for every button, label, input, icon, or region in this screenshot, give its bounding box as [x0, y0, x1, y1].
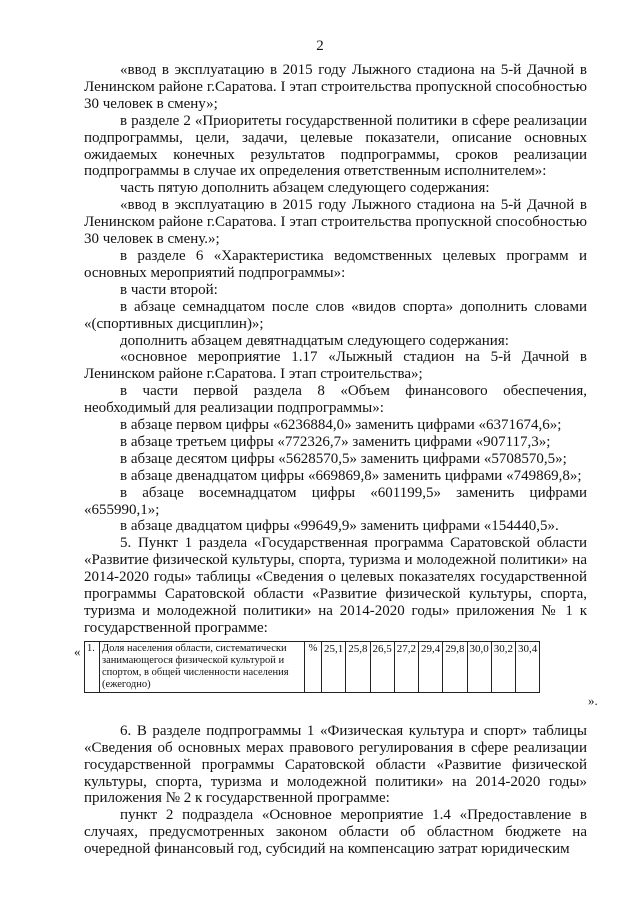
- paragraph: в разделе 6 «Характеристика ведомственных целевых программ и основных мероприятий подпрограммы»:: [84, 247, 587, 281]
- paragraph: в части первой раздела 8 «Объем финансового обеспечения, необходимый для реализации подпрограммы»:: [84, 383, 587, 417]
- paragraph: в части второй:: [120, 281, 218, 298]
- paragraph: «ввод в эксплуатацию в 2015 году Лыжного стадиона на 5-й Дачной в Ленинском районе г.Саратова. I этап строительства пропускной способностью 30 человек в смену»;: [84, 62, 587, 112]
- value-cell: 30,0: [467, 641, 491, 692]
- paragraph: в абзаце десятом цифры «5628570,5» заменить цифрами «5708570,5»;: [120, 450, 567, 467]
- indicator-table-block: [74, 641, 598, 723]
- value-cell: 29,8: [443, 641, 467, 692]
- indicator-table: [84, 641, 540, 693]
- row-unit: %: [305, 641, 322, 692]
- table-row: [85, 641, 540, 692]
- paragraph: 5. Пункт 1 раздела «Государственная программа Саратовской области «Развитие физической культуры, спорта, туризма и молодежной политики» на 2014-2020 годы» таблицы «Сведения о целевых показателях государственной программы Саратовской области «Развитие физической культуры, спорта, туризма и молодежной политики» на 2014-2020 годы» приложения № 1 к государственной программе:: [84, 535, 587, 636]
- paragraph: в абзаце двенадцатом цифры «669869,8» заменить цифрами «749869,8»;: [120, 467, 582, 484]
- paragraph: «основное мероприятие 1.17 «Лыжный стадион на 5-й Дачной в Ленинском районе г.Саратова. I этап строительства»;: [84, 349, 587, 383]
- paragraph: в абзаце двадцатом цифры «99649,9» заменить цифрами «154440,5».: [120, 518, 559, 535]
- page-number: 2: [316, 38, 324, 54]
- value-cell: 25,1: [322, 641, 346, 692]
- paragraph: в абзаце восемнадцатом цифры «601199,5» заменить цифрами «655990,1»;: [84, 484, 587, 518]
- table-close-quote: ».: [588, 692, 598, 708]
- paragraph: 6. В разделе подпрограммы 1 «Физическая культура и спорт» таблицы «Сведения об основных мерах правового регулирования в сфере реализации государственной программы Саратовской области «Развитие физической культуры, спорта, туризма и молодежной политики» на 2014-2020 годы» приложения № 2 к государственной программе:: [84, 722, 587, 807]
- paragraph: в абзаце третьем цифры «772326,7» заменить цифрами «907117,3»;: [120, 433, 551, 450]
- table-open-quote: «: [74, 643, 81, 659]
- paragraph: дополнить абзацем девятнадцатым следующего содержания:: [120, 332, 509, 349]
- paragraph: часть пятую дополнить абзацем следующего содержания:: [120, 180, 490, 197]
- paragraph: в разделе 2 «Приоритеты государственной политики в сфере реализации подпрограммы, цели, задачи, целевые показатели, описание основных ожидаемых конечных результатов подпрограммы, сроков реализации подпрограммы в случае их определения ответственным исполнителем»:: [84, 112, 587, 180]
- paragraph: в абзаце первом цифры «6236884,0» заменить цифрами «6371674,6»;: [120, 417, 562, 434]
- document-body: [74, 62, 598, 858]
- paragraph: пункт 2 подраздела «Основное мероприятие 1.4 «Предоставление в случаях, предусмотренных законом области об областном бюджете на очередной финансовый год, субсидий на компенсацию затрат юридическим: [84, 807, 587, 858]
- value-cell: 27,2: [394, 641, 418, 692]
- value-cell: 30,4: [516, 641, 540, 692]
- value-cell: 29,4: [419, 641, 443, 692]
- value-cell: 30,2: [491, 641, 515, 692]
- row-number: 1.: [85, 641, 100, 692]
- paragraph: в абзаце семнадцатом после слов «видов спорта» дополнить словами «(спортивных дисциплин)»;: [84, 298, 587, 332]
- row-label: Доля населения области, систематически занимающегося физической культурой и спортом, в общей численности населения (ежегодно): [100, 641, 305, 692]
- paragraph: «ввод в эксплуатацию в 2015 году Лыжного стадиона на 5-й Дачной в Ленинском районе г.Саратова. I этап строительства пропускной способностью 30 человек в смену.»;: [84, 197, 587, 248]
- value-cell: 25,8: [346, 641, 370, 692]
- value-cell: 26,5: [370, 641, 394, 692]
